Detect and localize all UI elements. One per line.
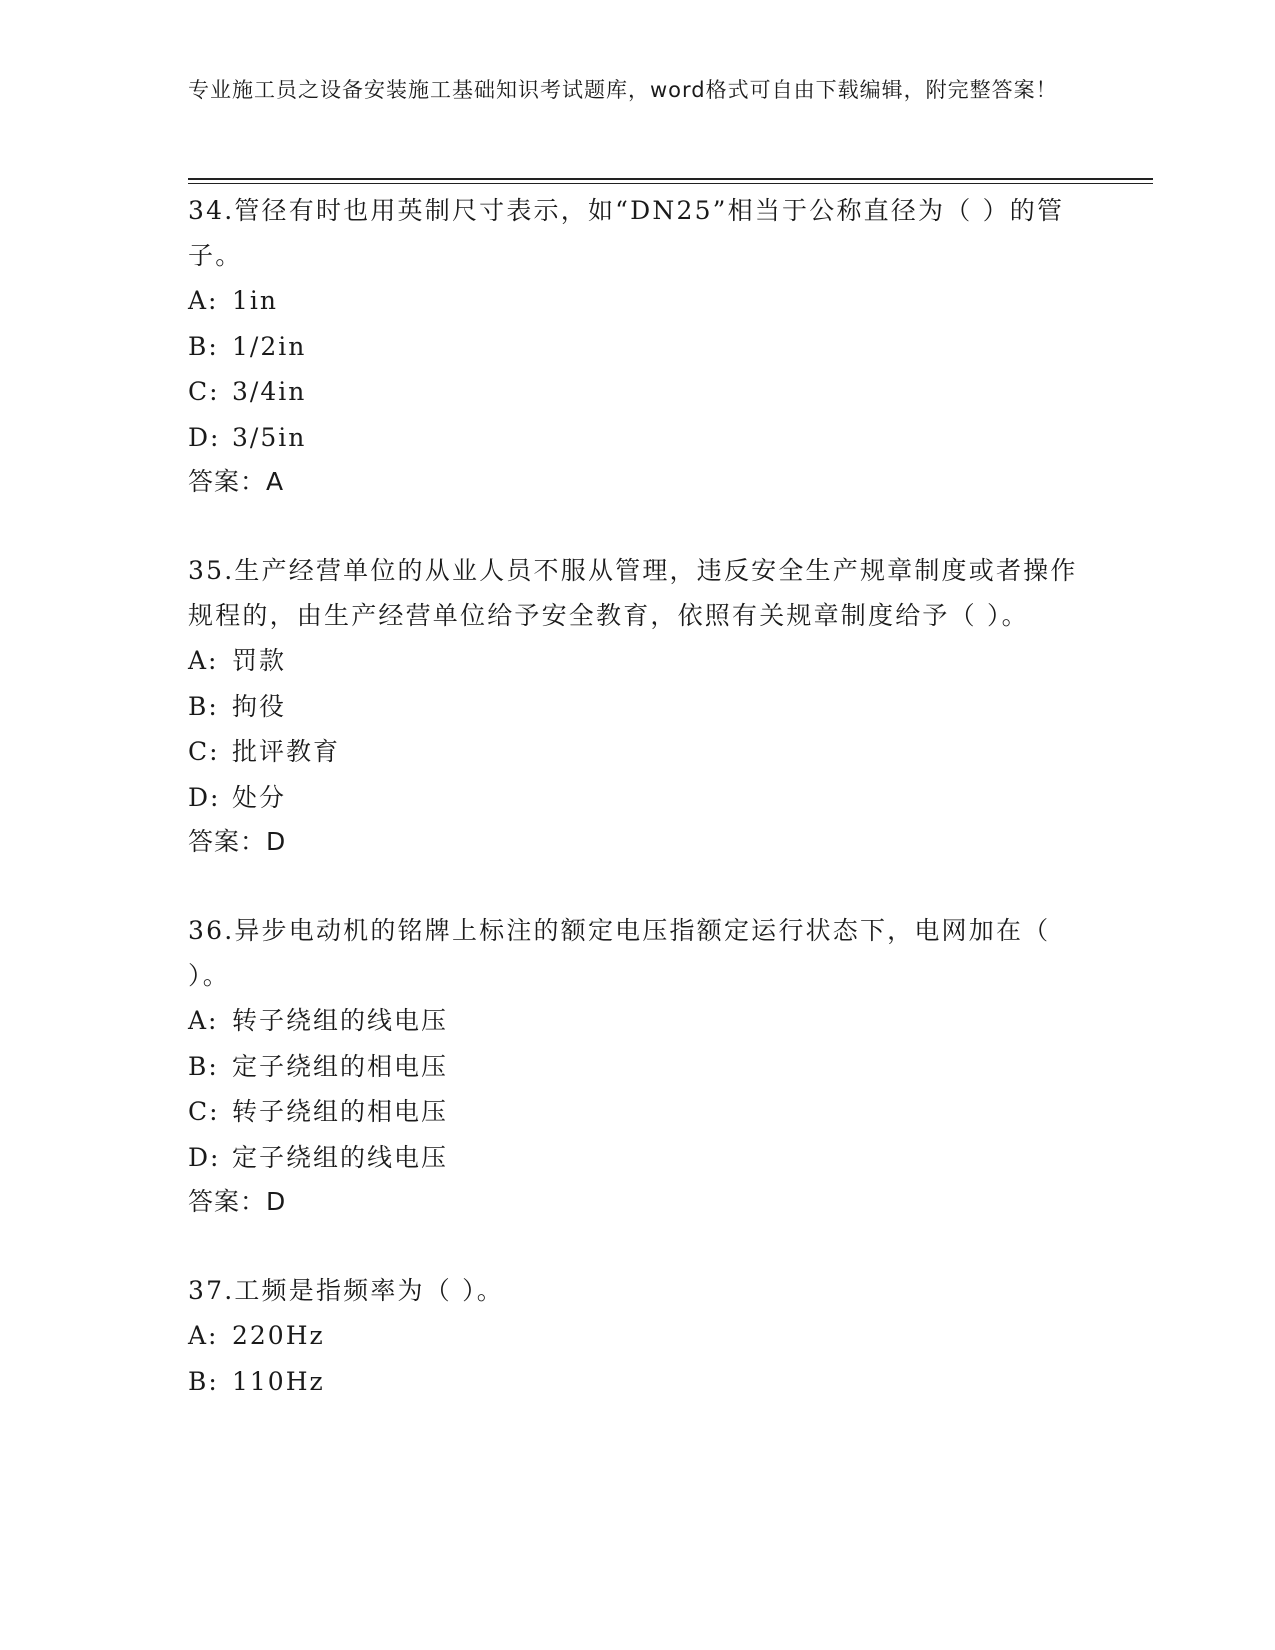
- option-value: 110Hz: [232, 1366, 325, 1396]
- option-key: B:: [188, 1051, 219, 1081]
- option-a: [188, 278, 1088, 324]
- option-value: 转子绕组的线电压: [232, 1006, 449, 1035]
- option-a: [188, 998, 1088, 1044]
- answer-line: 答案：D: [188, 1187, 287, 1216]
- question-36: [188, 908, 1088, 1224]
- option-b: [188, 324, 1088, 370]
- option-b: [188, 684, 1088, 730]
- header-rule-thick: [188, 178, 1153, 180]
- option-value: 定子绕组的相电压: [232, 1051, 449, 1081]
- option-b: [188, 1359, 1088, 1405]
- option-key: C:: [188, 1097, 220, 1126]
- option-key: A:: [188, 646, 219, 675]
- answer-line: 答案：D: [188, 827, 287, 856]
- spacer: [188, 504, 1088, 548]
- question-37: [188, 1268, 1088, 1404]
- option-key: A:: [188, 1321, 219, 1350]
- option-value: 转子绕组的相电压: [232, 1097, 449, 1126]
- option-key: C:: [188, 737, 220, 766]
- option-value: 拘役: [232, 691, 287, 721]
- option-d: [188, 775, 1088, 821]
- question-text: 35.生产经营单位的从业人员不服从管理，违反安全生产规章制度或者操作规程的，由生产经营单位给予安全教育，依照有关规章制度给予（ ）。: [188, 556, 1078, 630]
- option-b: [188, 1044, 1088, 1090]
- option-value: 罚款: [232, 646, 287, 675]
- question-35: [188, 548, 1088, 864]
- option-value: 1/2in: [232, 331, 307, 361]
- option-key: A:: [188, 286, 219, 315]
- spacer: [188, 1224, 1088, 1268]
- option-value: 1in: [232, 286, 279, 315]
- option-key: C:: [188, 377, 220, 406]
- option-key: D:: [188, 1142, 221, 1172]
- question-34: [188, 188, 1088, 504]
- answer-line: 答案：A: [188, 467, 285, 496]
- question-text: 36.异步电动机的铭牌上标注的额定电压指额定运行状态下，电网加在（ ）。: [188, 916, 1051, 990]
- option-a: [188, 638, 1088, 684]
- header-rule-thin: [188, 183, 1153, 184]
- question-text: 34.管径有时也用英制尺寸表示，如“DN25”相当于公称直径为（ ）的管子。: [188, 196, 1065, 270]
- option-value: 3/5in: [232, 422, 307, 452]
- option-d: [188, 1135, 1088, 1181]
- option-key: B:: [188, 691, 219, 721]
- option-c: [188, 369, 1088, 415]
- option-key: D:: [188, 782, 221, 812]
- option-c: [188, 1089, 1088, 1135]
- option-key: B:: [188, 331, 219, 361]
- option-key: B:: [188, 1366, 219, 1396]
- spacer: [188, 864, 1088, 908]
- option-value: 处分: [232, 782, 287, 812]
- question-text: 37.工频是指频率为（ ）。: [188, 1276, 505, 1305]
- option-key: A:: [188, 1006, 219, 1035]
- option-key: D:: [188, 422, 221, 452]
- option-value: 220Hz: [232, 1321, 325, 1350]
- option-value: 批评教育: [232, 737, 341, 766]
- document-header: 专业施工员之设备安装施工基础知识考试题库，word格式可自由下载编辑，附完整答案！: [188, 78, 1058, 102]
- option-a: [188, 1313, 1088, 1359]
- option-value: 3/4in: [232, 377, 307, 406]
- option-d: [188, 415, 1088, 461]
- option-c: [188, 729, 1088, 775]
- question-list: [188, 188, 1088, 1404]
- option-value: 定子绕组的线电压: [232, 1142, 449, 1172]
